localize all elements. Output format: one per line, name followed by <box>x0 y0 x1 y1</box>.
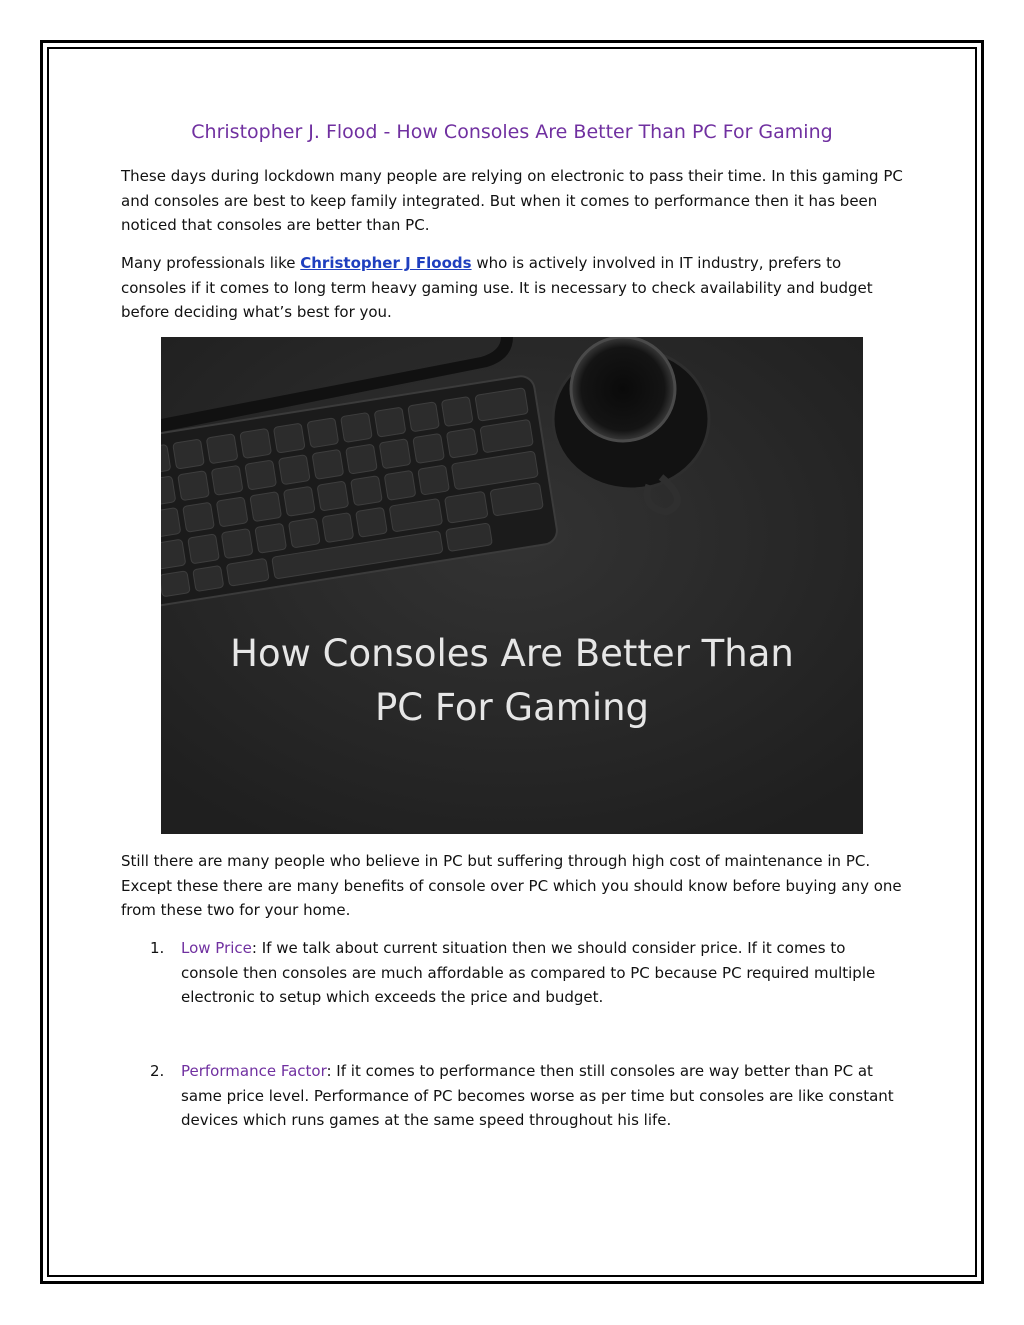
list-item-number: 1. <box>150 939 165 957</box>
paragraph-text-after-link: who is actively involved in IT industry, prefers to consoles if it comes to long term heavy gaming use. It is necessary to check availability and budget before deciding what’s best for you. <box>121 254 873 321</box>
list-item-term: Low Price <box>181 939 252 957</box>
coffee-cup <box>571 337 675 441</box>
paragraph-text-before-link: Many professionals like <box>121 254 301 272</box>
document-title: Christopher J. Flood - How Consoles Are Better Than PC For Gaming <box>191 121 833 143</box>
list-item-text: : If we talk about current situation then we should consider price. If it comes to console then consoles are much affordable as compared to PC because PC required multiple electronic to setup which exceeds the price and budget. <box>181 939 876 1006</box>
hero-image <box>161 337 863 834</box>
list-item-body <box>181 1059 901 1133</box>
keyboard-and-coffee-illustration <box>161 337 863 834</box>
list-item-text: : If it comes to performance then still consoles are way better than PC at same price level. Performance of PC becomes worse as per time but consoles are like constant devices which runs games at the same speed throughout his life. <box>181 1062 894 1129</box>
hero-image-caption <box>161 627 863 735</box>
list-item-body <box>181 936 901 1010</box>
hero-caption-line-2: PC For Gaming <box>374 686 650 729</box>
intro-paragraph: These days during lockdown many people are relying on electronic to pass their time. In this gaming PC and consoles are best to keep family integrated. But when it comes to performance then it has been noticed that consoles are better than PC. <box>121 167 903 234</box>
hero-caption-line-1: How Consoles Are Better Than <box>230 632 794 675</box>
third-paragraph: Still there are many people who believe in PC but suffering through high cost of maintenance in PC. Except these there are many benefits of console over PC which you should know before buying any one from these two for your home. <box>121 852 902 919</box>
christopher-j-floods-link[interactable]: Christopher J Floods <box>300 254 472 272</box>
second-paragraph <box>121 251 911 325</box>
list-item-number: 2. <box>150 1062 165 1080</box>
list-item-term: Performance Factor <box>181 1062 327 1080</box>
